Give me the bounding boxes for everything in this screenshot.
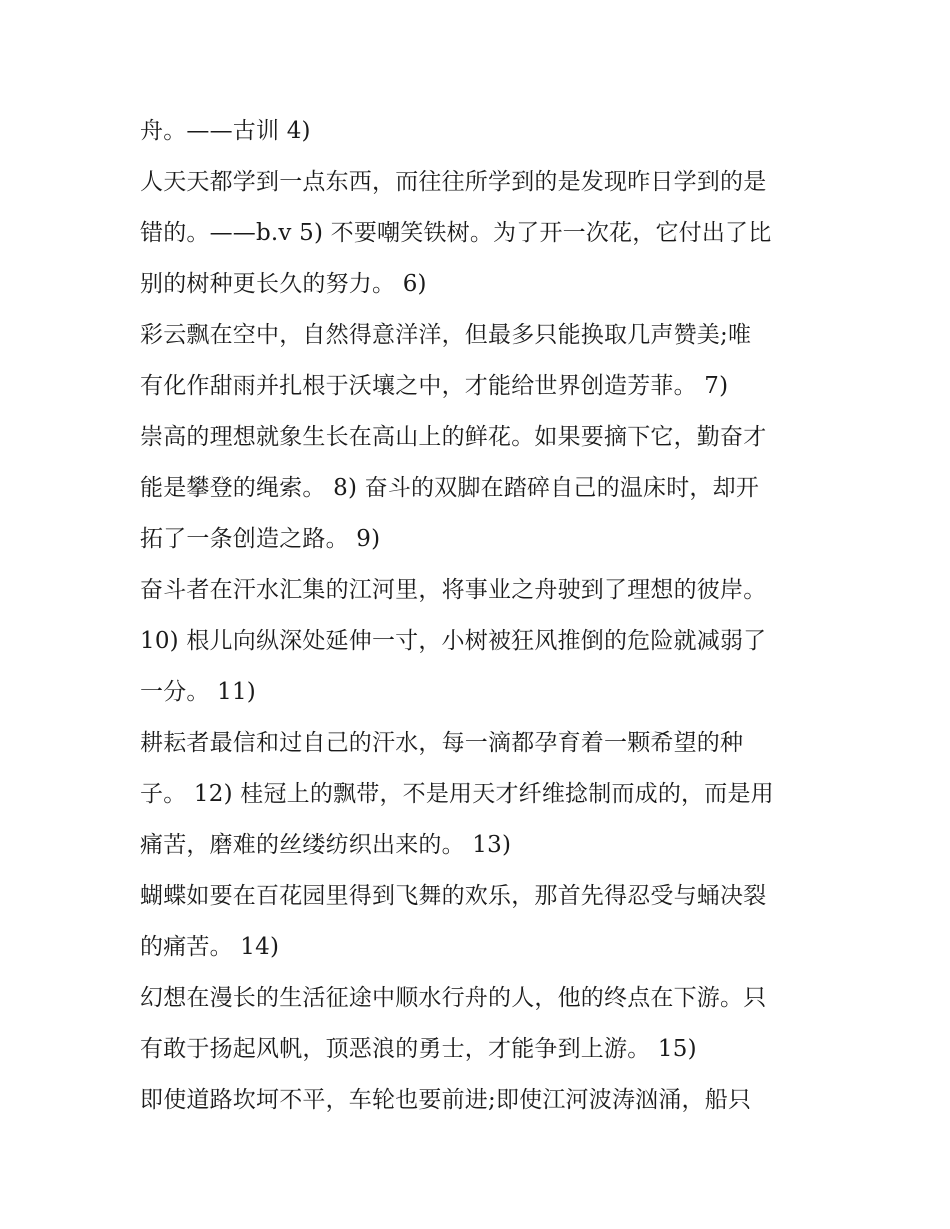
text-line-8: 能是攀登的绳索。 8) 奋斗的双脚在踏碎自己的温床时，却开 [140, 475, 760, 501]
text-line-11: 10) 根儿向纵深处延伸一寸，小树被狂风推倒的危险就减弱了 [140, 628, 767, 654]
text-line-19: 有敢于扬起风帆，顶恶浪的勇士，才能争到上游。 15) [140, 1036, 697, 1062]
text-line-13: 耕耘者最信和过自己的汗水，每一滴都孕育着一颗希望的种 [140, 730, 744, 756]
text-line-14: 子。 12) 桂冠上的飘带，不是用天才纤维捻制而成的，而是用 [140, 781, 774, 807]
text-line-5: 彩云飘在空中，自然得意洋洋，但最多只能换取几声赞美;唯 [140, 322, 752, 348]
text-line-3: 错的。——b.v 5) 不要嘲笑铁树。为了开一次花，它付出了比 [140, 220, 772, 246]
text-line-17: 的痛苦。 14) [140, 934, 280, 960]
text-line-20: 即使道路坎坷不平，车轮也要前进;即使江河波涛汹涌，船只 [140, 1087, 752, 1113]
text-line-1: 舟。——古训 4) [140, 118, 311, 144]
document-body [140, 106, 830, 1126]
text-line-10: 奋斗者在汗水汇集的江河里，将事业之舟驶到了理想的彼岸。 [140, 577, 767, 603]
text-line-4: 别的树种更长久的努力。 6) [140, 271, 427, 297]
text-line-12: 一分。 11) [140, 679, 256, 705]
text-line-18: 幻想在漫长的生活征途中顺水行舟的人，他的终点在下游。只 [140, 985, 767, 1011]
text-line-7: 崇高的理想就象生长在高山上的鲜花。如果要摘下它，勤奋才 [140, 424, 767, 450]
text-line-9: 拓了一条创造之路。 9) [140, 526, 381, 552]
text-line-15: 痛苦，磨难的丝缕纺织出来的。 13) [140, 832, 512, 858]
text-line-6: 有化作甜雨并扎根于沃壤之中，才能给世界创造芳菲。 7) [140, 373, 729, 399]
text-line-2: 人天天都学到一点东西，而往往所学到的是发现昨日学到的是 [140, 169, 767, 195]
text-line-16: 蝴蝶如要在百花园里得到飞舞的欢乐，那首先得忍受与蛹决裂 [140, 883, 767, 909]
